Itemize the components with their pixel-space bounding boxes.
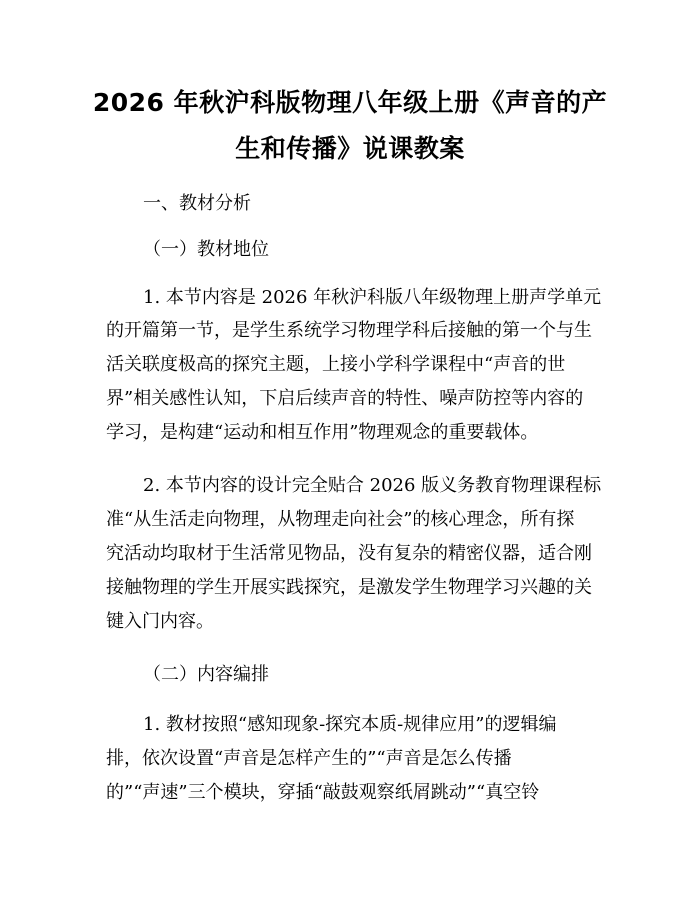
paragraph-3-line-2: 排，依次设置“声音是怎样产生的”“声音是怎么传播 [106,748,512,769]
document-title-line-2: 生和传播》说课教案 [235,134,465,163]
paragraph-2-line-5: 键入门内容。 [106,611,214,632]
paragraph-2-line-1: 2. 本节内容的设计完全贴合 2026 版义务教育物理课程标 [143,475,602,496]
paragraph-1-line-3: 活关联度极高的探究主题，上接小学科学课程中“声音的世 [106,354,566,375]
paragraph-2-line-2: 准“从生活走向物理，从物理走向社会”的核心理念，所有探 [106,509,575,530]
section-heading-textbook-analysis: 一、教材分析 [143,193,251,214]
paragraph-1-line-2: 的开篇第一节，是学生系统学习物理学科后接触的第一个与生 [106,320,592,341]
document-title-line-1: 2026 年秋沪科版物理八年级上册《声音的产 [92,88,608,117]
paragraph-1-line-5: 学习，是构建“运动和相互作用”物理观念的重要载体。 [106,422,539,443]
paragraph-2-line-4: 接触物理的学生开展实践探究，是激发学生物理学习兴趣的关 [106,577,592,598]
subsection-heading-textbook-position: （一）教材地位 [143,239,269,260]
paragraph-3-line-3: 的”“声速”三个模块，穿插“敲鼓观察纸屑跳动”“真空铃 [106,782,540,803]
paragraph-1-line-1: 1. 本节内容是 2026 年秋沪科版八年级物理上册声学单元 [143,287,602,308]
paragraph-2-line-3: 究活动均取材于生活常见物品，没有复杂的精密仪器，适合刚 [106,543,592,564]
subsection-heading-content-arrangement: （二）内容编排 [143,664,269,685]
paragraph-1-line-4: 界”相关感性认知，下启后续声音的特性、噪声防控等内容的 [106,388,584,409]
paragraph-3-line-1: 1. 教材按照“感知现象-探究本质-规律应用”的逻辑编 [143,714,557,735]
